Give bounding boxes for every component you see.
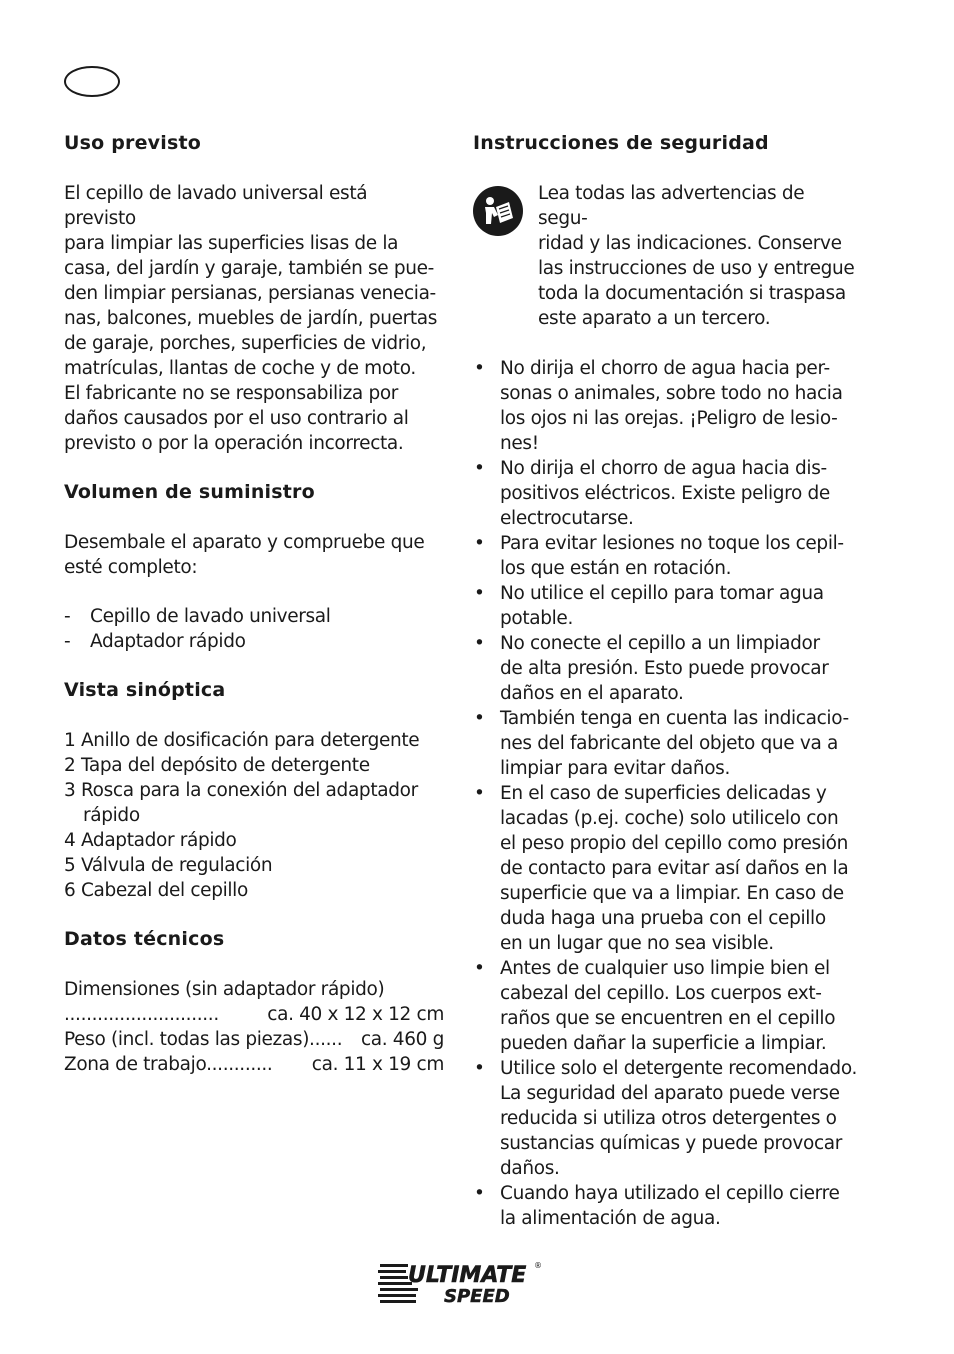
text-line: de garaje, porches, superficies de vidrio, — [64, 333, 427, 354]
text-line: den limpiar persianas, persianas venecia- — [64, 283, 436, 304]
text-line: Lea todas las advertencias de segu- — [538, 183, 805, 229]
text-line: daños causados por el uso contrario al — [64, 408, 409, 429]
text-line: La seguridad del aparato puede verse — [500, 1083, 840, 1104]
text-line: nes del fabricante del objeto que va a — [500, 733, 838, 754]
logo-text-ultimate: ULTIMATE — [408, 1263, 527, 1288]
spec-leader: ............................ — [64, 1004, 219, 1025]
text-line: • Antes de cualquier uso limpie bien el — [500, 958, 830, 979]
spec-value: ca. 460 g — [360, 1029, 444, 1050]
text-line: duda haga una prueba con el cepillo — [500, 908, 826, 929]
supply-list — [64, 604, 444, 654]
text-line: ridad y las indicaciones. Conserve — [538, 233, 842, 254]
section-heading-uso-previsto: Uso previsto — [64, 132, 202, 154]
text-line: el peso propio del cepillo como presión — [500, 833, 848, 854]
read-manual-icon — [473, 186, 523, 236]
text-line: raños que se encuentren en el cepillo — [500, 1008, 836, 1029]
text-line: pueden dañar la superficie a limpiar. — [500, 1033, 827, 1054]
safety-intro — [473, 181, 858, 331]
list-item — [473, 1056, 858, 1181]
text-line: Desembale el aparato y compruebe que — [64, 532, 425, 553]
text-line: • No utilice el cepillo para tomar agua — [500, 583, 824, 604]
parts-list — [64, 728, 444, 903]
text-line: nes! — [500, 433, 539, 454]
text-line: • No dirija el chorro de agua hacia per- — [500, 358, 830, 379]
spec-value: ca. 40 x 12 x 12 cm — [267, 1004, 444, 1025]
list-item — [473, 1181, 858, 1231]
text-line: positivos eléctricos. Existe peligro de — [500, 483, 830, 504]
text-line: superficie que va a limpiar. En caso de — [500, 883, 844, 904]
list-item — [473, 456, 858, 531]
text-line: • Para evitar lesiones no toque los cepil- — [500, 533, 844, 554]
text-line: El fabricante no se responsabiliza por — [64, 383, 399, 404]
list-item — [473, 356, 858, 456]
left-column — [64, 131, 444, 1077]
text-line: • Cuando haya utilizado el cepillo cierre — [500, 1183, 840, 1204]
section-heading-seguridad: Instrucciones de seguridad — [473, 132, 769, 154]
list-item — [473, 631, 858, 706]
text-line: los que están en rotación. — [500, 558, 732, 579]
text-line: sonas o animales, sobre todo no hacia — [500, 383, 843, 404]
text-line: • No conecte el cepillo a un limpiador — [500, 633, 820, 654]
text-line: • Utilice solo el detergente recomendado. — [500, 1058, 858, 1079]
text-line: • También tenga en cuenta las indicacio- — [500, 708, 849, 729]
list-item: - Cepillo de lavado universal — [64, 604, 444, 629]
text-line: • En el caso de superficies delicadas y — [500, 783, 827, 804]
text-line: de alta presión. Esto puede provocar — [500, 658, 829, 679]
brand-logo — [378, 1256, 544, 1306]
list-item — [473, 531, 858, 581]
text-line: cabezal del cepillo. Los cuerpos ext- — [500, 983, 822, 1004]
text-line: matrículas, llantas de coche y de moto. — [64, 358, 416, 379]
text-line: potable. — [500, 608, 573, 629]
spec-label: Zona de trabajo............ — [64, 1054, 273, 1075]
list-item: 1 Anillo de dosificación para detergente — [64, 730, 420, 751]
text-line: de contacto para evitar así daños en la — [500, 858, 849, 879]
spec-weight-row — [64, 1027, 444, 1052]
text-line: daños en el aparato. — [500, 683, 684, 704]
uso-previsto-text — [64, 181, 444, 456]
text-line: la alimentación de agua. — [500, 1208, 721, 1229]
text-line: casa, del jardín y garaje, también se pue- — [64, 258, 434, 279]
text-line: en un lugar que no sea visible. — [500, 933, 774, 954]
text-line: este aparato a un tercero. — [538, 308, 771, 329]
text-line: limpiar para evitar daños. — [500, 758, 731, 779]
text-line: para limpiar las superficies lisas de la — [64, 233, 399, 254]
spec-dimensions-label: Dimensiones (sin adaptador rápido) — [64, 979, 385, 1000]
spec-label: Peso (incl. todas las piezas)...... — [64, 1029, 343, 1050]
safety-bullet-list — [473, 356, 858, 1231]
registered-mark: ® — [534, 1261, 542, 1270]
list-item: 5 Válvula de regulación — [64, 855, 273, 876]
text-line: nas, balcones, muebles de jardín, puertas — [64, 308, 438, 329]
section-heading-vista: Vista sinóptica — [64, 679, 226, 701]
text-line: las instrucciones de uso y entregue — [538, 258, 855, 279]
text-line: • No dirija el chorro de agua hacia dis- — [500, 458, 827, 479]
text-line: los ojos ni las orejas. ¡Peligro de lesio- — [500, 408, 838, 429]
right-column — [473, 131, 858, 1231]
text-line: sustancias químicas y puede provocar — [500, 1133, 843, 1154]
list-item: 6 Cabezal del cepillo — [64, 880, 248, 901]
list-item — [473, 781, 858, 956]
language-badge — [64, 66, 120, 97]
text-line: daños. — [500, 1158, 560, 1179]
list-item — [473, 956, 858, 1056]
list-item: - Adaptador rápido — [64, 629, 444, 654]
spec-work-area-row — [64, 1052, 444, 1077]
text-line: previsto o por la operación incorrecta. — [64, 433, 404, 454]
list-item: 3 Rosca para la conexión del adaptador rápido — [64, 780, 418, 826]
section-heading-datos: Datos técnicos — [64, 928, 225, 950]
section-heading-volumen: Volumen de suministro — [64, 481, 315, 503]
spec-dimensions-row — [64, 1002, 444, 1027]
text-line: electrocutarse. — [500, 508, 634, 529]
list-item: 2 Tapa del depósito de detergente — [64, 755, 370, 776]
safety-intro-text — [538, 181, 858, 331]
list-item — [473, 706, 858, 781]
text-line: lacadas (p.ej. coche) solo utilicelo con — [500, 808, 839, 829]
list-item — [473, 581, 858, 631]
list-item: 4 Adaptador rápido — [64, 830, 237, 851]
spec-value: ca. 11 x 19 cm — [311, 1054, 444, 1075]
logo-text-speed: SPEED — [444, 1286, 510, 1306]
text-line: toda la documentación si traspasa — [538, 283, 846, 304]
text-line: El cepillo de lavado universal está previsto — [64, 183, 368, 229]
text-line: esté completo: — [64, 557, 198, 578]
text-line: reducida si utiliza otros detergentes o — [500, 1108, 837, 1129]
